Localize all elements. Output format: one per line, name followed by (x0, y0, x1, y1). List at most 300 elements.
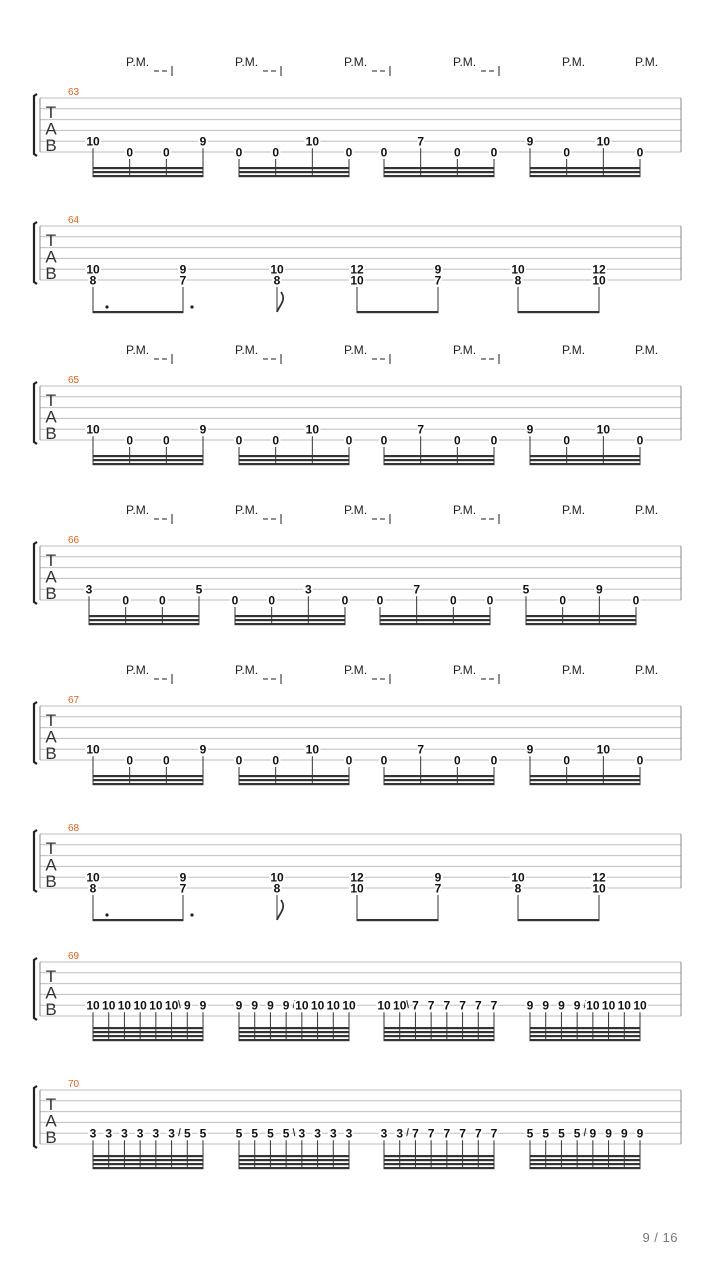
fret-number: 7 (443, 998, 451, 1013)
fret-number: 9 (636, 1126, 644, 1141)
beam (380, 619, 491, 621)
fret-number: 3 (136, 1126, 144, 1141)
palm-mute-label: P.M. (635, 663, 659, 677)
beam (239, 1039, 350, 1041)
fret-number: 0 (272, 433, 280, 448)
palm-mute-label: P.M. (635, 503, 659, 517)
fret-number: 7 (417, 422, 425, 437)
fret-number: 10 (86, 134, 100, 149)
tab-clef-letter: B (45, 136, 57, 155)
fret-number: 12 (350, 870, 364, 885)
slide-mark (179, 1000, 181, 1008)
fret-number: 5 (195, 582, 203, 597)
fret-number: 3 (396, 1126, 404, 1141)
palm-mute-label: P.M. (453, 663, 477, 677)
fret-number: 0 (235, 433, 243, 448)
fret-number: 3 (298, 1126, 306, 1141)
tab-clef-letter: T (45, 1095, 57, 1114)
fret-number: 10 (86, 998, 100, 1013)
fret-number: 0 (162, 145, 170, 160)
beam (384, 459, 495, 461)
fret-number: 9 (526, 422, 534, 437)
tab-system (34, 55, 681, 177)
fret-number: 9 (179, 262, 187, 277)
fret-number: 9 (199, 422, 207, 437)
fret-number: 9 (282, 998, 290, 1013)
beam (93, 775, 204, 777)
palm-mute-label: P.M. (562, 55, 586, 69)
augmentation-dot (190, 305, 193, 308)
beam (235, 615, 346, 617)
beam (530, 455, 641, 457)
fret-number: 9 (267, 998, 274, 1013)
system-bracket (34, 830, 37, 892)
fret-number: 5 (526, 1126, 534, 1141)
palm-mute-label: P.M. (635, 55, 659, 69)
beam (239, 1159, 350, 1161)
beam (93, 1035, 204, 1037)
fret-number: 5 (522, 582, 530, 597)
beam (89, 615, 200, 617)
tab-clef-letter: T (45, 103, 57, 122)
fret-number: 10 (596, 134, 611, 149)
fret-number: 0 (272, 145, 280, 160)
fret-number: 3 (345, 1126, 353, 1141)
palm-mute-label: P.M. (453, 503, 477, 517)
fret-number: 5 (183, 1126, 191, 1141)
fret-number: 7 (427, 998, 435, 1013)
chord-sequence (86, 263, 606, 314)
fret-number: 0 (559, 593, 567, 608)
fret-number: 10 (270, 870, 284, 885)
beam (384, 1031, 495, 1033)
beam (530, 1163, 641, 1165)
fret-number: 0 (345, 753, 353, 768)
fret-number: 3 (314, 1126, 321, 1141)
fret-number: 10 (305, 422, 320, 437)
fret-number: 7 (179, 273, 187, 288)
system-bracket (34, 1086, 37, 1148)
beam (530, 463, 641, 465)
fret-number: 5 (235, 1126, 243, 1141)
fret-number: 10 (86, 870, 100, 885)
beam (239, 167, 350, 169)
beam (239, 455, 350, 457)
slide-mark (179, 1128, 181, 1136)
beam (530, 1167, 641, 1169)
beam (384, 1167, 495, 1169)
chord-sequence (86, 871, 606, 922)
fret-number: 10 (310, 998, 325, 1013)
system-bracket (34, 542, 37, 604)
fret-number: 8 (514, 881, 522, 896)
measure-number: 70 (68, 1079, 80, 1090)
fret-number: 5 (282, 1126, 290, 1141)
beam (530, 1039, 641, 1041)
system-bracket (34, 382, 37, 444)
beam (93, 919, 184, 921)
fret-number: 0 (126, 433, 134, 448)
fret-number: 5 (267, 1126, 274, 1141)
fret-number: 8 (514, 273, 522, 288)
fret-number: 0 (453, 753, 461, 768)
beam (530, 175, 641, 177)
fret-number: 10 (305, 134, 320, 149)
fret-number: 10 (305, 742, 320, 757)
fret-number: 0 (490, 145, 498, 160)
fret-number: 10 (102, 998, 116, 1013)
beam (530, 1155, 641, 1157)
fret-number: 7 (179, 881, 187, 896)
beam (526, 619, 637, 621)
beam (380, 623, 491, 625)
tab-clef-letter: T (45, 711, 57, 730)
beam (239, 459, 350, 461)
fret-number: 0 (272, 753, 280, 768)
beam (530, 459, 641, 461)
fret-number: 0 (380, 753, 388, 768)
fret-number: 8 (89, 273, 97, 288)
slide-mark (584, 1128, 586, 1136)
system-bracket (34, 958, 37, 1020)
beam (93, 311, 184, 313)
tab-clef-letter: A (45, 855, 57, 875)
fret-number: 7 (490, 998, 498, 1013)
beam (93, 463, 204, 465)
augmentation-dot (105, 305, 108, 308)
beam (93, 1163, 204, 1165)
fret-number: 9 (235, 998, 243, 1013)
fret-number: 0 (449, 593, 457, 608)
beam (384, 1155, 495, 1157)
beam (93, 1027, 204, 1029)
measure-number: 67 (68, 695, 80, 706)
beam (384, 167, 495, 169)
fret-number: 0 (636, 753, 644, 768)
palm-mute-label: P.M. (635, 343, 659, 357)
palm-mute-label: P.M. (453, 343, 477, 357)
fret-number: 10 (617, 998, 631, 1013)
fret-number: 0 (380, 433, 388, 448)
beamed-group (527, 1127, 644, 1170)
fret-number: 9 (199, 134, 207, 149)
beam (384, 171, 495, 173)
fret-number: 10 (511, 870, 525, 885)
fret-number: 7 (434, 273, 442, 288)
beam (239, 783, 350, 785)
fret-number: 0 (380, 145, 388, 160)
measure-number: 66 (68, 535, 80, 546)
fret-number: 0 (345, 145, 353, 160)
fret-number: 0 (235, 753, 243, 768)
beam (384, 1159, 495, 1161)
beamed-group (236, 1127, 353, 1170)
tab-clef-letter: T (45, 839, 57, 858)
fret-number: 10 (592, 881, 606, 896)
fret-number: 8 (273, 273, 281, 288)
tab-system (34, 215, 681, 313)
tab-clef-letter: A (45, 727, 57, 747)
tab-system (34, 663, 681, 785)
tab-system (34, 951, 681, 1041)
measure-number: 69 (68, 951, 80, 962)
tab-system (34, 1079, 681, 1169)
fret-number: 0 (636, 433, 644, 448)
page-number: 9 / 16 (642, 1230, 678, 1245)
fret-number: 7 (412, 1126, 419, 1141)
beam (93, 455, 204, 457)
fret-number: 5 (251, 1126, 259, 1141)
fret-number: 10 (149, 998, 163, 1013)
fret-number: 9 (605, 1126, 612, 1141)
fret-number: 10 (350, 273, 364, 288)
fret-number: 0 (235, 145, 243, 160)
fret-number: 9 (542, 998, 550, 1013)
note-flag (277, 292, 283, 312)
tab-clef-letter: B (45, 1000, 57, 1019)
beam (239, 175, 350, 177)
fret-number: 0 (453, 145, 461, 160)
beam (384, 1035, 495, 1037)
fret-number: 0 (563, 145, 571, 160)
tab-clef-letter: B (45, 1128, 57, 1147)
fret-number: 10 (596, 422, 611, 437)
beam (530, 1031, 641, 1033)
fret-number: 10 (586, 998, 600, 1013)
fret-number: 9 (573, 998, 581, 1013)
fret-number: 10 (86, 422, 100, 437)
fret-number: 10 (326, 998, 340, 1013)
fret-number: 10 (592, 273, 606, 288)
fret-number: 3 (121, 1126, 128, 1141)
tab-clef-letter: T (45, 231, 57, 250)
beam (384, 1039, 495, 1041)
beam (93, 171, 204, 173)
tab-clef-letter: B (45, 424, 57, 443)
fret-number: 9 (434, 262, 442, 277)
fret-number: 7 (474, 998, 482, 1013)
beam (93, 175, 204, 177)
tab-clef-letter: B (45, 584, 57, 603)
fret-number: 3 (168, 1126, 175, 1141)
fret-number: 0 (563, 433, 571, 448)
beam (239, 1031, 350, 1033)
system-bracket (34, 94, 37, 156)
palm-mute-label: P.M. (562, 503, 586, 517)
fret-number: 7 (417, 742, 425, 757)
fret-number: 3 (85, 582, 93, 597)
fret-number: 0 (490, 433, 498, 448)
beam (518, 919, 600, 921)
fret-number: 0 (632, 593, 640, 608)
beam (239, 1167, 350, 1169)
beam (235, 623, 346, 625)
beam (530, 779, 641, 781)
fret-number: 0 (162, 753, 170, 768)
tab-clef-letter: B (45, 744, 57, 763)
beam (239, 171, 350, 173)
beam (518, 311, 600, 313)
beam (530, 1035, 641, 1037)
fret-number: 3 (304, 582, 312, 597)
fret-number: 0 (162, 433, 170, 448)
augmentation-dot (190, 913, 193, 916)
fret-number: 0 (268, 593, 276, 608)
tab-clef-letter: A (45, 407, 57, 427)
fret-number: 10 (86, 742, 100, 757)
palm-mute-label: P.M. (126, 343, 150, 357)
fret-number: 10 (86, 262, 100, 277)
beam (384, 1163, 495, 1165)
fret-number: 7 (412, 998, 419, 1013)
fret-number: 9 (526, 998, 534, 1013)
palm-mute-label: P.M. (562, 663, 586, 677)
measure-number: 63 (68, 87, 80, 98)
beam (384, 1027, 495, 1029)
palm-mute-label: P.M. (344, 663, 368, 677)
fret-number: 9 (434, 870, 442, 885)
beam (239, 779, 350, 781)
beam (530, 775, 641, 777)
tab-clef-letter: A (45, 983, 57, 1003)
tab-clef-letter: B (45, 264, 57, 283)
beam (93, 1031, 204, 1033)
beam (235, 619, 346, 621)
palm-mute-label: P.M. (235, 55, 259, 69)
beam (526, 615, 637, 617)
beam (384, 775, 495, 777)
measure-number: 68 (68, 823, 80, 834)
tab-clef-letter: A (45, 1111, 57, 1131)
tab-system (34, 503, 681, 625)
palm-mute-label: P.M. (562, 343, 586, 357)
fret-number: 9 (199, 742, 207, 757)
fret-number: 3 (105, 1126, 113, 1141)
fret-number: 8 (273, 881, 281, 896)
beamed-group (86, 999, 206, 1041)
beam (239, 1163, 350, 1165)
fret-number: 10 (350, 881, 364, 896)
beam (384, 779, 495, 781)
note-flag (277, 900, 283, 920)
fret-number: 9 (526, 134, 534, 149)
fret-number: 0 (231, 593, 239, 608)
fret-number: 3 (89, 1126, 97, 1141)
fret-number: 5 (558, 1126, 565, 1141)
fret-number: 0 (345, 433, 353, 448)
beam (93, 459, 204, 461)
measure-number: 64 (68, 215, 80, 226)
beam (239, 775, 350, 777)
beam (93, 167, 204, 169)
slide-mark (407, 1128, 409, 1136)
fret-number: 7 (417, 134, 425, 149)
palm-mute-label: P.M. (235, 503, 259, 517)
fret-number: 10 (342, 998, 356, 1013)
palm-mute-label: P.M. (235, 343, 259, 357)
system-bracket (34, 702, 37, 764)
fret-number: 7 (459, 1126, 466, 1141)
slide-mark (293, 1128, 295, 1136)
beam (239, 1027, 350, 1029)
fret-number: 8 (89, 881, 97, 896)
beam (93, 1159, 204, 1161)
palm-mute-label: P.M. (235, 663, 259, 677)
beamed-group (527, 999, 647, 1041)
palm-mute-label: P.M. (344, 55, 368, 69)
fret-number: 3 (329, 1126, 337, 1141)
fret-number: 0 (122, 593, 130, 608)
fret-number: 5 (199, 1126, 207, 1141)
palm-mute-label: P.M. (453, 55, 477, 69)
fret-number: 7 (434, 881, 442, 896)
fret-number: 10 (270, 262, 284, 277)
fret-number: 9 (179, 870, 187, 885)
tab-clef-letter: A (45, 119, 57, 139)
fret-number: 0 (158, 593, 166, 608)
fret-number: 9 (183, 998, 191, 1013)
beam (526, 623, 637, 625)
beam (93, 779, 204, 781)
fret-number: 0 (126, 145, 134, 160)
fret-number: 10 (164, 998, 179, 1013)
tab-clef-letter: T (45, 967, 57, 986)
fret-number: 0 (376, 593, 384, 608)
fret-number: 7 (427, 1126, 435, 1141)
system-bracket (34, 222, 37, 284)
slide-mark (407, 1000, 409, 1008)
fret-number: 12 (592, 262, 606, 277)
fret-number: 9 (251, 998, 259, 1013)
augmentation-dot (105, 913, 108, 916)
fret-number: 5 (542, 1126, 550, 1141)
beam (93, 1167, 204, 1169)
fret-number: 10 (511, 262, 525, 277)
tab-system (34, 823, 681, 921)
beam (357, 311, 439, 313)
fret-number: 9 (526, 742, 534, 757)
fret-number: 9 (558, 998, 565, 1013)
tab-clef-letter: T (45, 391, 57, 410)
fret-number: 0 (453, 433, 461, 448)
palm-mute-label: P.M. (344, 343, 368, 357)
beam (357, 919, 439, 921)
fret-number: 9 (595, 582, 603, 597)
fret-number: 0 (126, 753, 134, 768)
fret-number: 5 (573, 1126, 581, 1141)
beam (384, 783, 495, 785)
fret-number: 0 (486, 593, 494, 608)
fret-number: 7 (413, 582, 421, 597)
beam (93, 1039, 204, 1041)
tab-clef-letter: A (45, 247, 57, 267)
fret-number: 9 (589, 1126, 597, 1141)
fret-number: 10 (377, 998, 391, 1013)
beam (530, 1027, 641, 1029)
beam (530, 783, 641, 785)
beam (384, 463, 495, 465)
fret-number: 3 (152, 1126, 160, 1141)
beam (89, 623, 200, 625)
palm-mute-label: P.M. (126, 55, 150, 69)
beam (384, 455, 495, 457)
fret-number: 9 (620, 1126, 628, 1141)
beam (93, 783, 204, 785)
fret-number: 10 (133, 998, 147, 1013)
beam (89, 619, 200, 621)
beam (239, 1035, 350, 1037)
beam (239, 463, 350, 465)
